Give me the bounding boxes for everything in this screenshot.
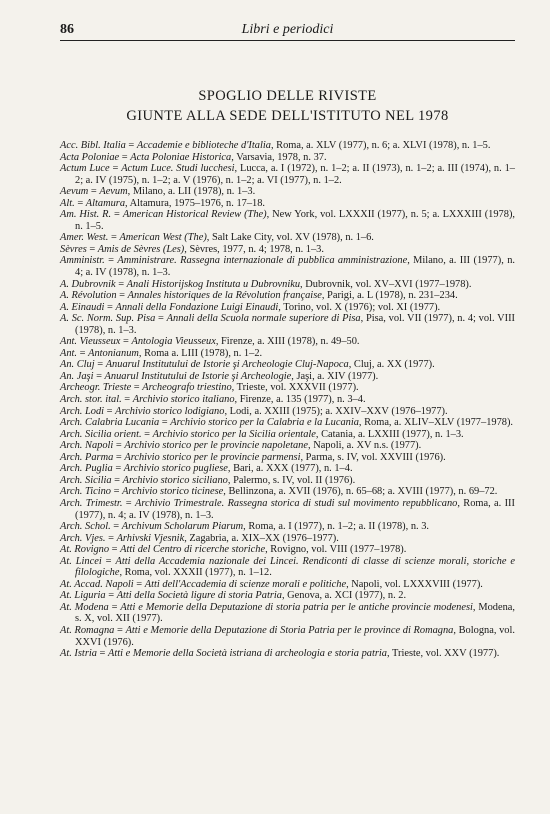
journal-full-title: Aevum [99, 186, 128, 198]
journal-holdings: , Modena, s. X, vol. XII (1977). [75, 601, 515, 625]
journal-holdings: , Altamura, 1975–1976, n. 17–18. [125, 197, 266, 209]
journal-abbreviation: At. Liguria [60, 590, 106, 602]
journal-abbreviation: A. Einaudi [60, 301, 105, 313]
journal-full-title: Acta Poloniae Historica [130, 151, 232, 163]
journal-abbreviation: Sèvres [60, 243, 87, 255]
journal-full-title: Archivio storico ticinese [122, 486, 224, 498]
journal-full-title: Accademie e biblioteche d'Italia [136, 140, 271, 151]
running-title: Libri e periodici [241, 22, 334, 37]
journal-abbreviation: Arch. Napoli [60, 440, 114, 452]
journal-full-title: Amis de Sèvres (Les) [97, 243, 185, 255]
equals-sign: = [159, 417, 171, 429]
equals-sign: = [133, 578, 145, 590]
journal-entry [60, 198, 515, 210]
journal-abbreviation: Aevum [60, 186, 89, 198]
journal-abbreviation: A. Sc. Norm. Sup. Pisa [60, 313, 156, 325]
journal-entry [60, 382, 515, 394]
equals-sign: = [77, 347, 89, 359]
equals-sign: = [93, 370, 105, 382]
journal-entry [60, 475, 515, 487]
journal-holdings: , Roma, vol. XXXII (1977), n. 1–12. [119, 567, 272, 579]
journal-entry [60, 152, 515, 164]
journal-holdings: , Cluj, a. XX (1977). [348, 359, 435, 371]
equals-sign: = [121, 394, 133, 406]
journal-full-title: Anuarul Institutului de Istorie şi Archeologie Cluj-Napoca [105, 359, 349, 371]
journal-holdings: , Jaşi, a. XIV (1977). [291, 370, 379, 382]
journal-holdings: , Roma, a. III (1977), n. 4; a. IV (1978), n. 1–3. [75, 497, 515, 521]
journal-abbreviation: At. Accad. Napoli [60, 578, 134, 590]
journal-abbreviation: Arch. stor. ital. [60, 394, 122, 406]
equals-sign: = [111, 209, 123, 221]
journal-entry [60, 590, 515, 602]
journal-abbreviation: Amministr. [60, 255, 105, 267]
equals-sign: = [111, 474, 123, 486]
journal-holdings: , New York, vol. LXXXII (1977), n. 5; a. LXXXIII (1978), n. 1–5. [75, 209, 516, 232]
equals-sign: = [109, 163, 122, 175]
journal-holdings: , Trieste, vol. XXV (1977). [387, 648, 500, 660]
journal-full-title: Actum Luce. Studi lucchesi [121, 163, 235, 175]
journal-entry [60, 336, 515, 348]
journal-holdings: , Milano, a. III (1977), n. 4; a. IV (1978), n. 1–3. [75, 255, 515, 279]
journal-full-title: Archivio storico siciliano [122, 474, 228, 486]
journal-full-title: American Historical Review (The) [122, 209, 267, 221]
journal-full-title: Annales historiques de la Révolution française [127, 290, 322, 302]
journal-full-title: Archivio storico italiano [132, 394, 235, 406]
journal-holdings: , Bellinzona, a. XVII (1976), n. 65–68; a. XVIII (1977), n. 69–72. [223, 486, 498, 498]
journal-abbreviation: Arch. Calabria Lucania [60, 417, 160, 429]
equals-sign: = [101, 555, 116, 567]
equals-sign: = [141, 428, 153, 440]
equals-sign: = [119, 151, 131, 163]
journal-full-title: Annali della Fondazione Luigi Einaudi [115, 301, 279, 313]
journal-entry [60, 279, 515, 291]
journal-abbreviation: Arch. Parma [60, 451, 114, 463]
journal-holdings: , Genova, a. XCI (1977), n. 2. [281, 590, 407, 602]
journal-abbreviation: At. Modena [60, 601, 109, 613]
journal-full-title: Archivio storico per la Sicilia orientale [152, 428, 316, 440]
journal-abbreviation: Arch. Ticino [60, 486, 111, 498]
journal-entry [60, 533, 515, 545]
journal-abbreviation: A. Dubrovnik [60, 278, 116, 290]
equals-sign: = [104, 255, 118, 267]
journal-holdings: , Zagabria, a. XIX–XX (1976–1977). [184, 532, 339, 544]
journal-abbreviation: Archeogr. Trieste [60, 382, 132, 394]
journal-full-title: Archivio storico per la Calabria e la Lucania [170, 417, 359, 429]
journal-holdings: , Bologna, vol. XXVI (1976). [75, 624, 515, 648]
journal-abbreviation: Am. Hist. R. [60, 209, 112, 221]
journal-entry [60, 521, 515, 533]
journal-entry [60, 417, 515, 429]
journal-abbreviation: At. Romagna [60, 624, 115, 636]
title-line-1: SPOGLIO DELLE RIVISTE [198, 88, 377, 104]
journal-holdings: , Firenze, a. 135 (1977), n. 3–4. [234, 394, 366, 406]
journal-full-title: Archivio Trimestrale. Rassegna storica di studi sul movimento repubblicano [134, 497, 458, 509]
journal-entry [60, 544, 515, 556]
journal-full-title: Atti e Memorie della Società istriana di archeologia e storia patria [108, 648, 387, 660]
journal-list [60, 140, 515, 660]
journal-full-title: Archivio storico per le provincie parmensi [124, 451, 301, 463]
journal-holdings: , Catania, a. LXXIII (1977), n. 1–3. [315, 428, 464, 440]
journal-holdings: , Lodi, a. XXIII (1975); a. XXIV–XXV (1976–1977). [224, 405, 448, 417]
journal-entry [60, 313, 515, 336]
journal-entry [60, 452, 515, 464]
equals-sign: = [111, 486, 123, 498]
equals-sign: = [115, 278, 127, 290]
equals-sign: = [108, 601, 121, 613]
journal-full-title: Atti e Memorie della Deputazione di Storia Patria per le province di Romagna [125, 624, 454, 636]
journal-holdings: , Napoli, vol. LXXXVIII (1977). [346, 578, 483, 590]
journal-entry [60, 648, 515, 660]
equals-sign: = [114, 624, 126, 636]
journal-entry [60, 486, 515, 498]
journal-abbreviation: Arch. Sicilia orient. [60, 428, 142, 440]
journal-entry [60, 290, 515, 302]
journal-full-title: Atti del Centro di ricerche storiche [120, 544, 266, 556]
journal-abbreviation: At. Lincei [60, 555, 102, 567]
journal-holdings: , Pisa, vol. VII (1977), n. 4; vol. VIII (1978), n. 1–3. [75, 313, 515, 336]
equals-sign: = [86, 243, 98, 255]
journal-abbreviation: An. Jaşi [60, 370, 94, 382]
equals-sign: = [120, 336, 132, 348]
journal-abbreviation: At. Rovigno [60, 544, 110, 556]
journal-entry [60, 556, 515, 579]
journal-holdings: , Sèvres, 1977, n. 4; 1978, n. 1–3. [184, 243, 324, 255]
journal-holdings: , Salt Lake City, vol. XV (1978), n. 1–6. [206, 232, 374, 244]
equals-sign: = [112, 463, 124, 475]
equals-sign: = [125, 140, 137, 151]
journal-full-title: Anuarul Institutului de Istorie şi Archeologie [104, 370, 292, 382]
equals-sign: = [113, 440, 125, 452]
journal-abbreviation: Ant. [60, 347, 78, 359]
equals-sign: = [94, 359, 106, 371]
journal-abbreviation: Actum Luce [60, 163, 110, 175]
journal-holdings: , Milano, a. LII (1978), n. 1–3. [127, 186, 256, 198]
journal-full-title: Atti e Memorie della Deputazione di storia patria per le antiche provincie modenesi [120, 601, 473, 613]
journal-entry [60, 232, 515, 244]
journal-full-title: Archeografo triestino [142, 382, 232, 394]
journal-abbreviation: A. Révolution [60, 290, 117, 302]
journal-entry [60, 348, 515, 360]
equals-sign: = [116, 290, 128, 302]
journal-entry [60, 440, 515, 452]
journal-full-title: Altamura [85, 197, 126, 209]
journal-entry [60, 186, 515, 198]
journal-full-title: Annali della Scuola normale superiore di Pisa [166, 313, 361, 325]
journal-full-title: Archivio storico per le provincie napoletane [124, 440, 308, 452]
journal-entry [60, 163, 515, 186]
journal-full-title: American West (The) [119, 232, 207, 244]
journal-entry [60, 406, 515, 418]
journal-full-title: Archivio storico pugliese [123, 463, 228, 475]
journal-abbreviation: Arch. Sicilia [60, 474, 112, 486]
equals-sign: = [109, 544, 121, 556]
journal-holdings: , Trieste, vol. XXXVII (1977). [231, 382, 359, 394]
journal-entry [60, 209, 515, 232]
journal-holdings: , Roma, a. XLIV–XLV (1977–1978). [358, 417, 514, 429]
journal-abbreviation: Alt. [60, 197, 75, 209]
journal-holdings: , Varsavia, 1978, n. 37. [231, 151, 327, 163]
journal-entry [60, 394, 515, 406]
journal-full-title: Archivio storico lodigiano [115, 405, 225, 417]
journal-full-title: Amministrare. Rassegna internazionale di pubblica amministrazione [117, 255, 408, 267]
section-title [60, 88, 515, 125]
journal-holdings: , Roma a. LIII (1978), n. 1–2. [138, 347, 263, 359]
equals-sign: = [74, 197, 86, 209]
equals-sign: = [108, 232, 120, 244]
journal-abbreviation: At. Istria [60, 648, 97, 660]
journal-abbreviation: Arch. Puglia [60, 463, 113, 475]
journal-full-title: Atti dell'Accademia di scienze morali e politiche [144, 578, 347, 590]
journal-holdings: , Roma, a. XLV (1977), n. 6; a. XLVI (1978), n. 1–5. [270, 140, 491, 151]
journal-full-title: Arhivski Vjesnik [116, 532, 185, 544]
journal-holdings: , Rovigno, vol. VIII (1977–1978). [265, 544, 407, 556]
equals-sign: = [105, 532, 117, 544]
journal-abbreviation: Arch. Vjes. [60, 532, 106, 544]
journal-abbreviation: Arch. Schol. [60, 521, 111, 533]
journal-abbreviation: Ant. Vieusseux [60, 336, 121, 348]
equals-sign: = [105, 590, 117, 602]
journal-holdings: , Dubrovnik, vol. XV–XVI (1977–1978). [300, 278, 472, 290]
journal-holdings: , Parma, s. IV, vol. XXVIII (1976). [300, 451, 446, 463]
equals-sign: = [113, 451, 125, 463]
equals-sign: = [155, 313, 167, 325]
journal-entry [60, 463, 515, 475]
journal-holdings: , Napoli, a. XV n.s. (1977). [308, 440, 422, 452]
journal-entry [60, 371, 515, 383]
journal-full-title: Antonianum [88, 347, 139, 359]
journal-entry [60, 579, 515, 591]
journal-full-title: Anali Historijskog Instituta u Dubrovniku [126, 278, 301, 290]
journal-abbreviation: An. Cluj [60, 359, 95, 371]
journal-entry [60, 359, 515, 371]
journal-abbreviation: Arch. Lodi [60, 405, 105, 417]
journal-abbreviation: Amer. West. [60, 232, 109, 244]
journal-holdings: , Firenze, a. XIII (1978), n. 49–50. [215, 336, 360, 348]
equals-sign: = [131, 382, 143, 394]
journal-holdings: , Lucca, a. I (1972), n. 1–2; a. II (1973), n. 1–2; a. III (1974), n. 1–2; a. IV (1975), n. 1–2; a. V (1976), n. 1–2; a. VI (1977), n. 1–2. [75, 163, 515, 186]
journal-full-title: Atti della Accademia nazionale dei Lincei. Rendiconti di classe di scienze morali, storiche e filologiche [75, 555, 516, 579]
journal-entry [60, 625, 515, 648]
equals-sign: = [110, 521, 122, 533]
journal-entry [60, 244, 515, 256]
journal-entry [60, 429, 515, 441]
equals-sign: = [104, 301, 116, 313]
journal-full-title: Antologia Vieusseux [131, 336, 216, 348]
journal-full-title: Atti della Società ligure di storia Patria [116, 590, 282, 602]
journal-entry [60, 602, 515, 625]
journal-entry [60, 140, 515, 152]
journal-holdings: , Torino, vol. X (1976); vol. XI (1977). [278, 301, 441, 313]
journal-holdings: , Parigi, a. L (1978), n. 231–234. [321, 290, 458, 302]
journal-entry [60, 255, 515, 278]
journal-entry [60, 302, 515, 314]
journal-abbreviation: Acc. Bibl. Italia [60, 140, 126, 151]
equals-sign: = [104, 405, 116, 417]
equals-sign: = [96, 648, 109, 660]
journal-entry [60, 498, 515, 521]
equals-sign: = [122, 497, 135, 509]
title-line-2: GIUNTE ALLA SEDE DELL'ISTITUTO NEL 1978 [126, 108, 449, 124]
journal-holdings: , Roma, a. I (1977), n. 1–2; a. II (1978), n. 3. [243, 521, 430, 533]
equals-sign: = [88, 186, 100, 198]
page-number: 86 [60, 22, 74, 37]
running-header [60, 22, 515, 41]
journal-full-title: Archivum Scholarum Piarum [121, 521, 244, 533]
journal-abbreviation: Acta Poloniae [60, 151, 120, 163]
journal-abbreviation: Arch. Trimestr. [60, 497, 123, 509]
journal-holdings: , Bari, a. XXX (1977), n. 1–4. [227, 463, 353, 475]
journal-holdings: , Palermo, s. IV, vol. II (1976). [227, 474, 356, 486]
